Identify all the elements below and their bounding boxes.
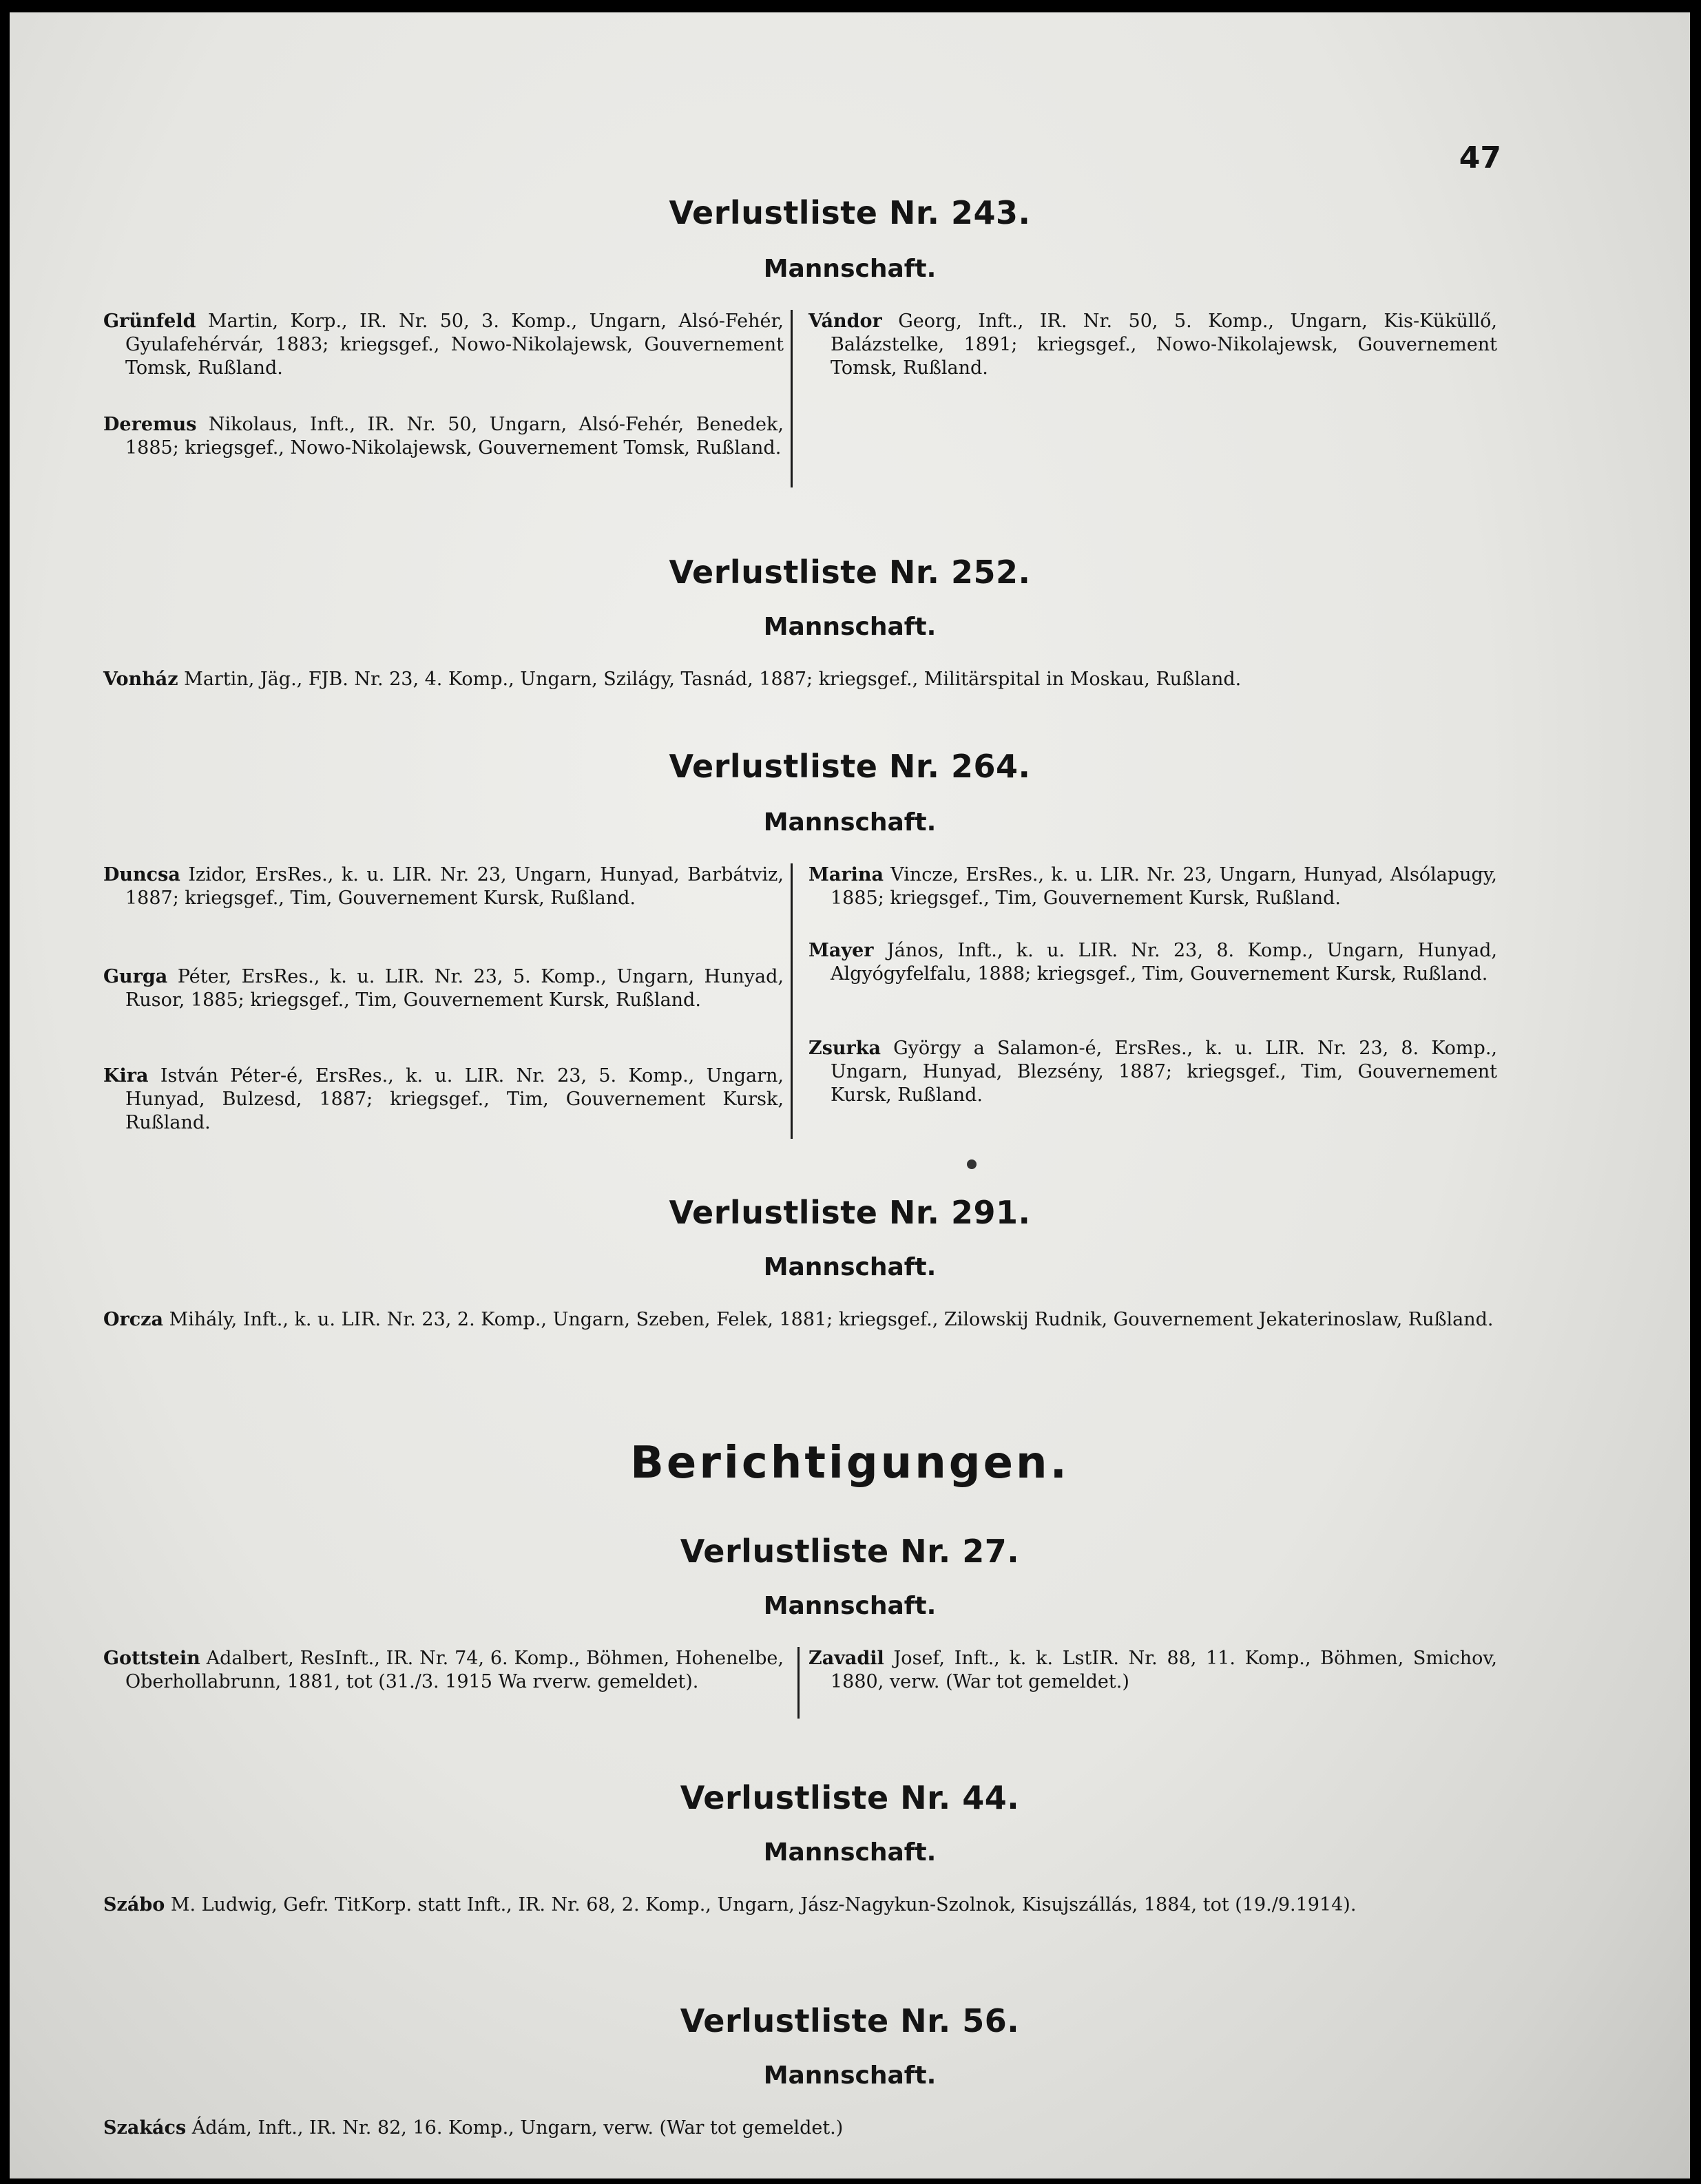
entry-text: István Péter-é, ErsRes., k. u. LIR. Nr. 23, 5. Komp., Ungarn, Hunyad, Bulzesd, 1887; kriegsgef., Tim, Gouvernement Kursk, Rußland. (125, 1065, 784, 1133)
entry-name: Grünfeld (103, 311, 196, 332)
corrections-heading: Berichtigungen. (630, 1438, 1069, 1489)
list-entry (103, 1893, 1497, 1917)
list-entry (103, 2117, 1497, 2140)
entry-name: Zavadil (808, 1648, 884, 1669)
list-entry (103, 965, 784, 1012)
entry-text: Izidor, ErsRes., k. u. LIR. Nr. 23, Ungarn, Hunyad, Barbátviz, 1887; kriegsgef., Tim, Gouvernement Kursk, Rußland. (125, 864, 784, 909)
list-entry (808, 863, 1497, 910)
entry-text: M. Ludwig, Gefr. TitKorp. statt Inft., IR. Nr. 68, 2. Komp., Ungarn, Jász-Nagykun-Szolnok, Kisujszállás, 1884, tot (19./9.1914). (170, 1894, 1357, 1915)
entry-name: Szábo (103, 1894, 165, 1915)
entry-name: Szakács (103, 2117, 187, 2139)
entry-name: Gottstein (103, 1648, 200, 1669)
entry-text: Georg, Inft., IR. Nr. 50, 5. Komp., Ungarn, Kis-Küküllő, Balázstelke, 1891; kriegsgef., Nowo-Nikolajewsk, Gouvernement Tomsk, Rußland. (831, 311, 1497, 379)
list-entry (103, 668, 1497, 691)
entry-text: Ádám, Inft., IR. Nr. 82, 16. Komp., Ungarn, verw. (War tot gemeldet.) (191, 2117, 844, 2139)
section-title-27: Verlustliste Nr. 27. (680, 1533, 1020, 1570)
entry-name: Orcza (103, 1309, 164, 1330)
list-entry (103, 1647, 784, 1694)
section-subtitle-44: Mannschaft. (763, 1838, 937, 1867)
section-subtitle-291: Mannschaft. (763, 1253, 937, 1281)
section-subtitle-264: Mannschaft. (763, 808, 937, 837)
list-entry (103, 413, 784, 460)
entry-name: Gurga (103, 966, 168, 987)
entry-text: Nikolaus, Inft., IR. Nr. 50, Ungarn, Alsó-Fehér, Benedek, 1885; kriegsgef., Nowo-Nikolajewsk, Gouvernement Tomsk, Rußland. (125, 414, 784, 459)
entry-name: Mayer (808, 940, 874, 961)
list-entry (808, 1037, 1497, 1107)
section-title-252: Verlustliste Nr. 252. (669, 554, 1031, 591)
entry-text: Vincze, ErsRes., k. u. LIR. Nr. 23, Ungarn, Hunyad, Alsólapugy, 1885; kriegsgef., Tim, Gouvernement Kursk, Rußland. (831, 864, 1497, 909)
list-entry (808, 310, 1497, 380)
list-entry (103, 1308, 1497, 1332)
list-entry (103, 863, 784, 910)
entry-text: Martin, Korp., IR. Nr. 50, 3. Komp., Ungarn, Alsó-Fehér, Gyulafehérvár, 1883; kriegsgef., Nowo-Nikolajewsk, Gouvernement Tomsk, Rußland. (125, 311, 784, 379)
list-entry (103, 1064, 784, 1135)
list-entry (103, 310, 784, 380)
document-page (10, 12, 1690, 2178)
section-title-44: Verlustliste Nr. 44. (680, 1779, 1020, 1816)
section-subtitle-56: Mannschaft. (763, 2061, 937, 2090)
entry-text: Mihály, Inft., k. u. LIR. Nr. 23, 2. Komp., Ungarn, Szeben, Felek, 1881; kriegsgef., Zilowskij Rudnik, Gouvernement Jekaterinoslaw, Rußland. (169, 1309, 1494, 1330)
column-divider (791, 310, 793, 487)
entry-name: Kira (103, 1065, 149, 1086)
entry-name: Marina (808, 864, 884, 885)
entry-name: Deremus (103, 414, 197, 435)
section-title-56: Verlustliste Nr. 56. (680, 2002, 1020, 2039)
section-subtitle-252: Mannschaft. (763, 613, 937, 641)
entry-text: Adalbert, ResInft., IR. Nr. 74, 6. Komp., Böhmen, Hohenelbe, Oberhollabrunn, 1881, tot (31./3. 1915 Wa rverw. gemeldet). (125, 1648, 784, 1692)
section-subtitle-27: Mannschaft. (763, 1592, 937, 1620)
ink-dot (967, 1159, 977, 1169)
section-title-291: Verlustliste Nr. 291. (669, 1194, 1031, 1231)
entry-name: Vonház (103, 669, 178, 690)
entry-text: Josef, Inft., k. k. LstIR. Nr. 88, 11. Komp., Böhmen, Smichov, 1880, verw. (War tot gemeldet.) (831, 1648, 1497, 1692)
entry-text: János, Inft., k. u. LIR. Nr. 23, 8. Komp., Ungarn, Hunyad, Algyógyfelfalu, 1888; kriegsgef., Tim, Gouvernement Kursk, Rußland. (831, 940, 1498, 985)
section-subtitle-243: Mannschaft. (763, 255, 937, 283)
list-entry (808, 939, 1497, 986)
entry-name: Vándor (808, 311, 882, 332)
entry-name: Zsurka (808, 1038, 881, 1059)
column-divider (797, 1647, 800, 1719)
list-entry (808, 1647, 1497, 1694)
column-divider (791, 863, 793, 1139)
section-title-243: Verlustliste Nr. 243. (669, 194, 1031, 231)
entry-text: Péter, ErsRes., k. u. LIR. Nr. 23, 5. Komp., Ungarn, Hunyad, Rusor, 1885; kriegsgef., Tim, Gouvernement Kursk, Rußland. (125, 966, 784, 1011)
entry-text: Martin, Jäg., FJB. Nr. 23, 4. Komp., Ungarn, Szilágy, Tasnád, 1887; kriegsgef., Militärspital in Moskau, Rußland. (184, 669, 1242, 690)
entry-text: György a Salamon-é, ErsRes., k. u. LIR. Nr. 23, 8. Komp., Ungarn, Hunyad, Blezsény, 1887; kriegsgef., Tim, Gouvernement Kursk, Rußland. (831, 1038, 1497, 1106)
entry-name: Duncsa (103, 864, 180, 885)
section-title-264: Verlustliste Nr. 264. (669, 748, 1031, 785)
page-number: 47 (1459, 140, 1501, 176)
